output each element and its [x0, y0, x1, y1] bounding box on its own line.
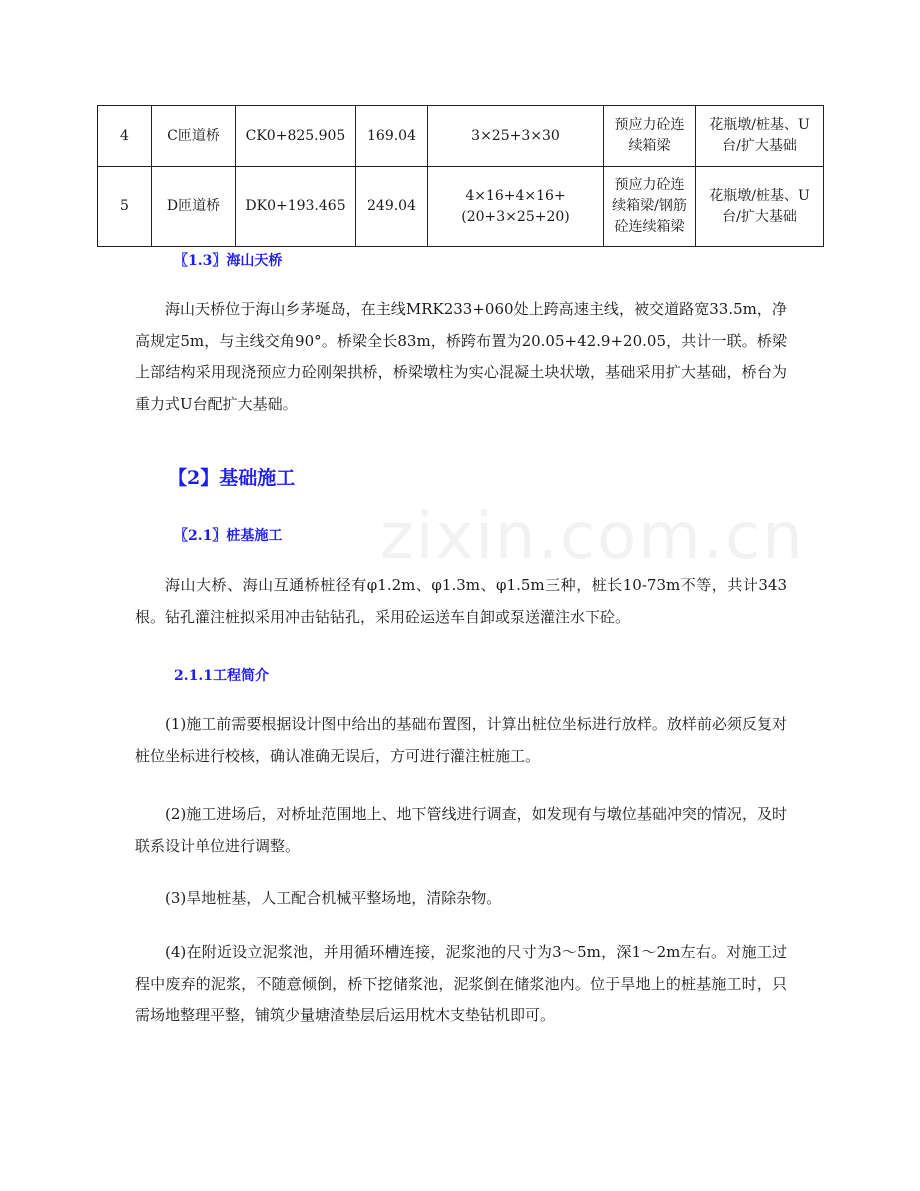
- list-item: (4)在附近设立泥浆池，并用循环槽连接，泥浆池的尺寸为3～5m，深1～2m左右。对施工过程中废弃的泥浆，不随意倾倒，桥下挖储浆池，泥浆倒在储浆池内。位于旱地上的桩基施工时，只需场地整理平整，铺筑少量塘渣垫层后运用枕木支垫钻机即可。: [135, 943, 787, 1024]
- list-item: (3)旱地桩基，人工配合机械平整场地，清除杂物。: [165, 889, 502, 907]
- cell-superstructure: 预应力砼连续箱梁: [604, 106, 696, 167]
- list-item: (1)施工前需要根据设计图中给出的基础布置图，计算出桩位坐标进行放样。放样前必须反复对桩位坐标进行校核，确认准确无误后，方可进行灌注桩施工。: [135, 715, 787, 765]
- bridge-table: [97, 105, 824, 247]
- cell-substructure: 花瓶墩/桩基、U台/扩大基础: [696, 167, 824, 247]
- cell-no: 4: [98, 106, 152, 167]
- cell-span: 4×16+4×16+(20+3×25+20): [428, 167, 604, 247]
- cell-name: C匝道桥: [152, 106, 236, 167]
- cell-station: CK0+825.905: [236, 106, 356, 167]
- watermark: zixin.com.cn: [380, 500, 805, 574]
- cell-length: 249.04: [356, 167, 428, 247]
- section-1-3-heading: 〖1.3〗海山天桥: [174, 253, 283, 269]
- cell-span: 3×25+3×30: [428, 106, 604, 167]
- table-row: [98, 106, 824, 167]
- table-row: [98, 167, 824, 247]
- cell-superstructure: 预应力砼连续箱梁/钢筋砼连续箱梁: [604, 167, 696, 247]
- section-2-1-1-heading: 2.1.1工程简介: [174, 668, 269, 684]
- section-2-1-heading: 〖2.1〗桩基施工: [174, 528, 283, 544]
- cell-length: 169.04: [356, 106, 428, 167]
- section-2-heading: 【2】基础施工: [168, 467, 296, 489]
- cell-name: D匝道桥: [152, 167, 236, 247]
- cell-station: DK0+193.465: [236, 167, 356, 247]
- cell-no: 5: [98, 167, 152, 247]
- section-1-3-body: 海山天桥位于海山乡茅埏岛，在主线MRK233+060处上跨高速主线，被交道路宽33.5m，净高规定5m，与主线交角90°。桥梁全长83m，桥跨布置为20.05+42.9+20.05，共计一联。桥梁上部结构采用现浇预应力砼刚架拱桥，桥梁墩柱为实心混凝土块状墩，基础采用扩大基础，桥台为重力式U台配扩大基础。: [135, 300, 787, 413]
- section-2-1-body: 海山大桥、海山互通桥桩径有φ1.2m、φ1.3m、φ1.5m三种，桩长10-73m不等，共计343根。钻孔灌注桩拟采用冲击钻钻孔，采用砼运送车自卸或泵送灌注水下砼。: [135, 576, 787, 626]
- list-item: (2)施工进场后，对桥址范围地上、地下管线进行调查，如发现有与墩位基础冲突的情况，及时联系设计单位进行调整。: [135, 805, 787, 855]
- cell-substructure: 花瓶墩/桩基、U台/扩大基础: [696, 106, 824, 167]
